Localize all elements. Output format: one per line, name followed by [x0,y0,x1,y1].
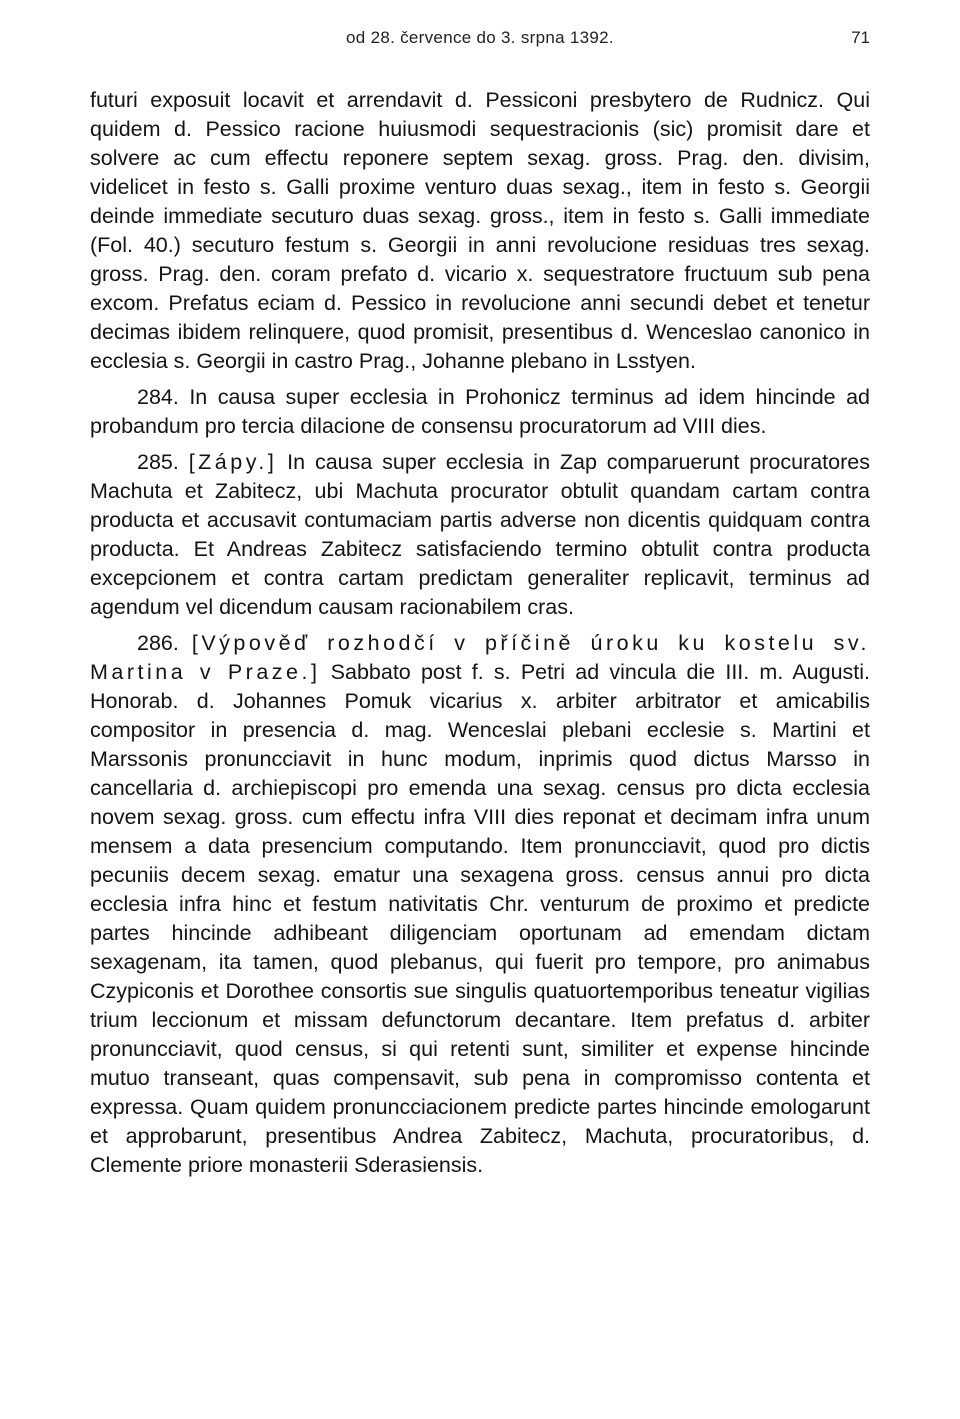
entry-286 [90,629,870,1180]
entry-285 [90,448,870,622]
entry-number: 285. [137,450,179,474]
entry-text: Sabbato post f. s. Petri ad vincula die III. m. Augusti. Honorab. d. Johannes Pomuk vicarius x. arbiter arbitrator et amicabilis compositor in presencia d. mag. Wenceslai plebani ecclesie s. Martini et Marssonis pronuncciavit in hunc modum, inprimis quod dictus Marsso in cancellaria d. archiepiscopi pro emenda una sexag. census pro dicta ecclesia novem sexag. gross. cum effectu infra VIII dies reponat et decimam infra unum mensem a data presencium computando. Item pronuncciavit, quod pro dictis pecuniis decem sexag. ematur una sexagena gross. census annui pro dicta ecclesia infra hinc et festum nativitatis Chr. venturum de proximo et predicte partes hincinde adhibeant diligenciam oportunam ad emendam dictam sexagenam, ita tamen, quod plebanus, qui fuerit pro tempore, pro animabus Czypiconis et Dorothee consortis sue singulis quatuortemporibus teneatur vigilias trium leccionum et missam defunctorum decantare. Item prefatus d. arbiter pronuncciavit, quod census, si qui retenti sunt, similiter et expense hincinde mutuo transeant, quas compensavit, sub pena in compromisso contenta et expressa. Quam quidem pronuncciacionem predicte partes hincinde emologarunt et approbarunt, presentibus Andrea Zabitecz, Machuta, procuratoribus, d. Clemente priore monasterii Sderasiensis. [90,660,871,1177]
running-title: od 28. července do 3. srpna 1392. [346,28,614,47]
entry-284 [90,383,870,441]
running-header [90,28,870,58]
document-page [90,28,870,1180]
body-text [90,86,870,1180]
entry-heading: [Výpověď rozhodčí v příčině úroku ku kostelu sv. Martina v Praze.] [90,631,870,684]
entry-text: In causa super ecclesia in Prohonicz terminus ad idem hincinde ad probandum pro tercia dilacione de consensu procuratorum ad VIII dies. [90,385,870,438]
entry-number: 286. [137,631,179,655]
page-number: 71 [851,28,870,47]
entry-number: 284. [137,385,179,409]
entry-text: In causa super ecclesia in Zap comparuerunt procuratores Machuta et Zabitecz, ubi Machuta procurator obtulit quandam cartam contra producta et accusavit contumaciam partis adverse non dicentis quidquam contra producta. Et Andreas Zabitecz satisfaciendo termino obtulit contra producta excepcionem et contra cartam predictam generaliter replicavit, terminus ad agendum vel dicendum causam racionabilem cras. [90,450,870,619]
continuation-paragraph: futuri exposuit locavit et arrendavit d. Pessiconi presbytero de Rudnicz. Qui quidem d. Pessico racione huiusmodi sequestracionis (sic) promisit dare et solvere ac cum effectu reponere septem sexag. gross. Prag. den. divisim, videlicet in festo s. Galli proxime venturo duas sexag., item in festo s. Georgii deinde immediate secuturo duas sexag. gross., item in festo s. Galli immediate (Fol. 40.) secuturo festum s. Georgii in anni revolucione residuas tres sexag. gross. Prag. den. coram prefato d. vicario x. sequestratore fructuum sub pena excom. Prefatus eciam d. Pessico in revolucione anni secundi debet et tenetur decimas ibidem relinquere, quod promisit, presentibus d. Wenceslao canonico in ecclesia s. Georgii in castro Prag., Johanne plebano in Lsstyen. [90,88,870,373]
entry-heading: [Zápy.] [188,450,278,474]
